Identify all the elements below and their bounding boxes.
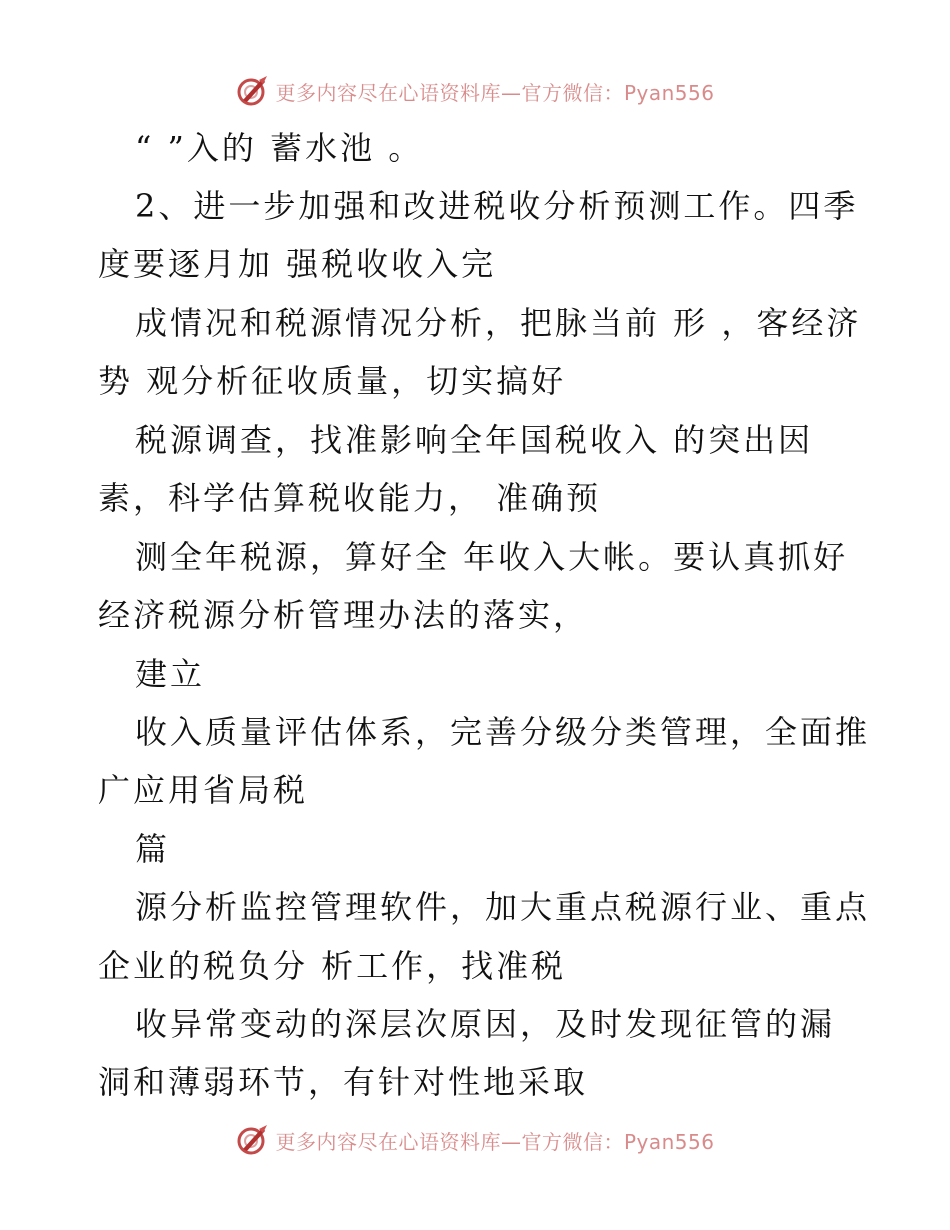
text-line: 测全年税源，算好全 年收入大帐。要认真抓好: [135, 538, 849, 576]
feather-pen-logo-icon: [235, 74, 269, 108]
text-line: 建立: [135, 655, 206, 693]
footer-watermark: [0, 1120, 950, 1160]
feather-pen-logo-icon: [235, 1123, 269, 1157]
text-line: 素，科学估算税收能力， 准确预: [98, 479, 602, 517]
text-line: 收入质量评估体系，完善分级分类管理，全面推: [135, 713, 871, 751]
text-line: 企业的税负分 析工作，找准税: [98, 947, 567, 985]
text-line: 经济税源分析管理办法的落实，: [98, 596, 589, 634]
watermark-brand: [235, 74, 714, 108]
text-line: 源分析监控管理软件，加大重点税源行业、重点: [135, 888, 871, 926]
text-line: 收异常变动的深层次原因，及时发现征管的漏: [135, 1005, 836, 1043]
text-line: 税源调查，找准影响全年国税收入 的突出因: [135, 421, 814, 459]
text-line: 洞和薄弱环节，有针对性地采取: [98, 1063, 589, 1101]
text-line: 势 观分析征收质量，切实搞好: [98, 362, 567, 400]
text-line: 广应用省局税: [98, 771, 309, 809]
text-line: “ ”入的 蓄水池 。: [135, 129, 424, 167]
watermark-text: 更多内容尽在心语资料库—官方微信：Pyan556: [275, 80, 715, 105]
watermark-brand: [235, 1123, 714, 1157]
watermark-text: 更多内容尽在心语资料库—官方微信：Pyan556: [275, 1129, 715, 1154]
header-watermark: [0, 71, 950, 111]
text-line: 成情况和税源情况分析，把脉当前 形 ，客经济: [135, 304, 862, 342]
text-line: 篇: [135, 830, 171, 868]
text-line: 度要逐月加 强税收收入完: [98, 245, 497, 283]
text-line: 2、进一步加强和改进税收分析预测工作。四季: [135, 187, 859, 225]
